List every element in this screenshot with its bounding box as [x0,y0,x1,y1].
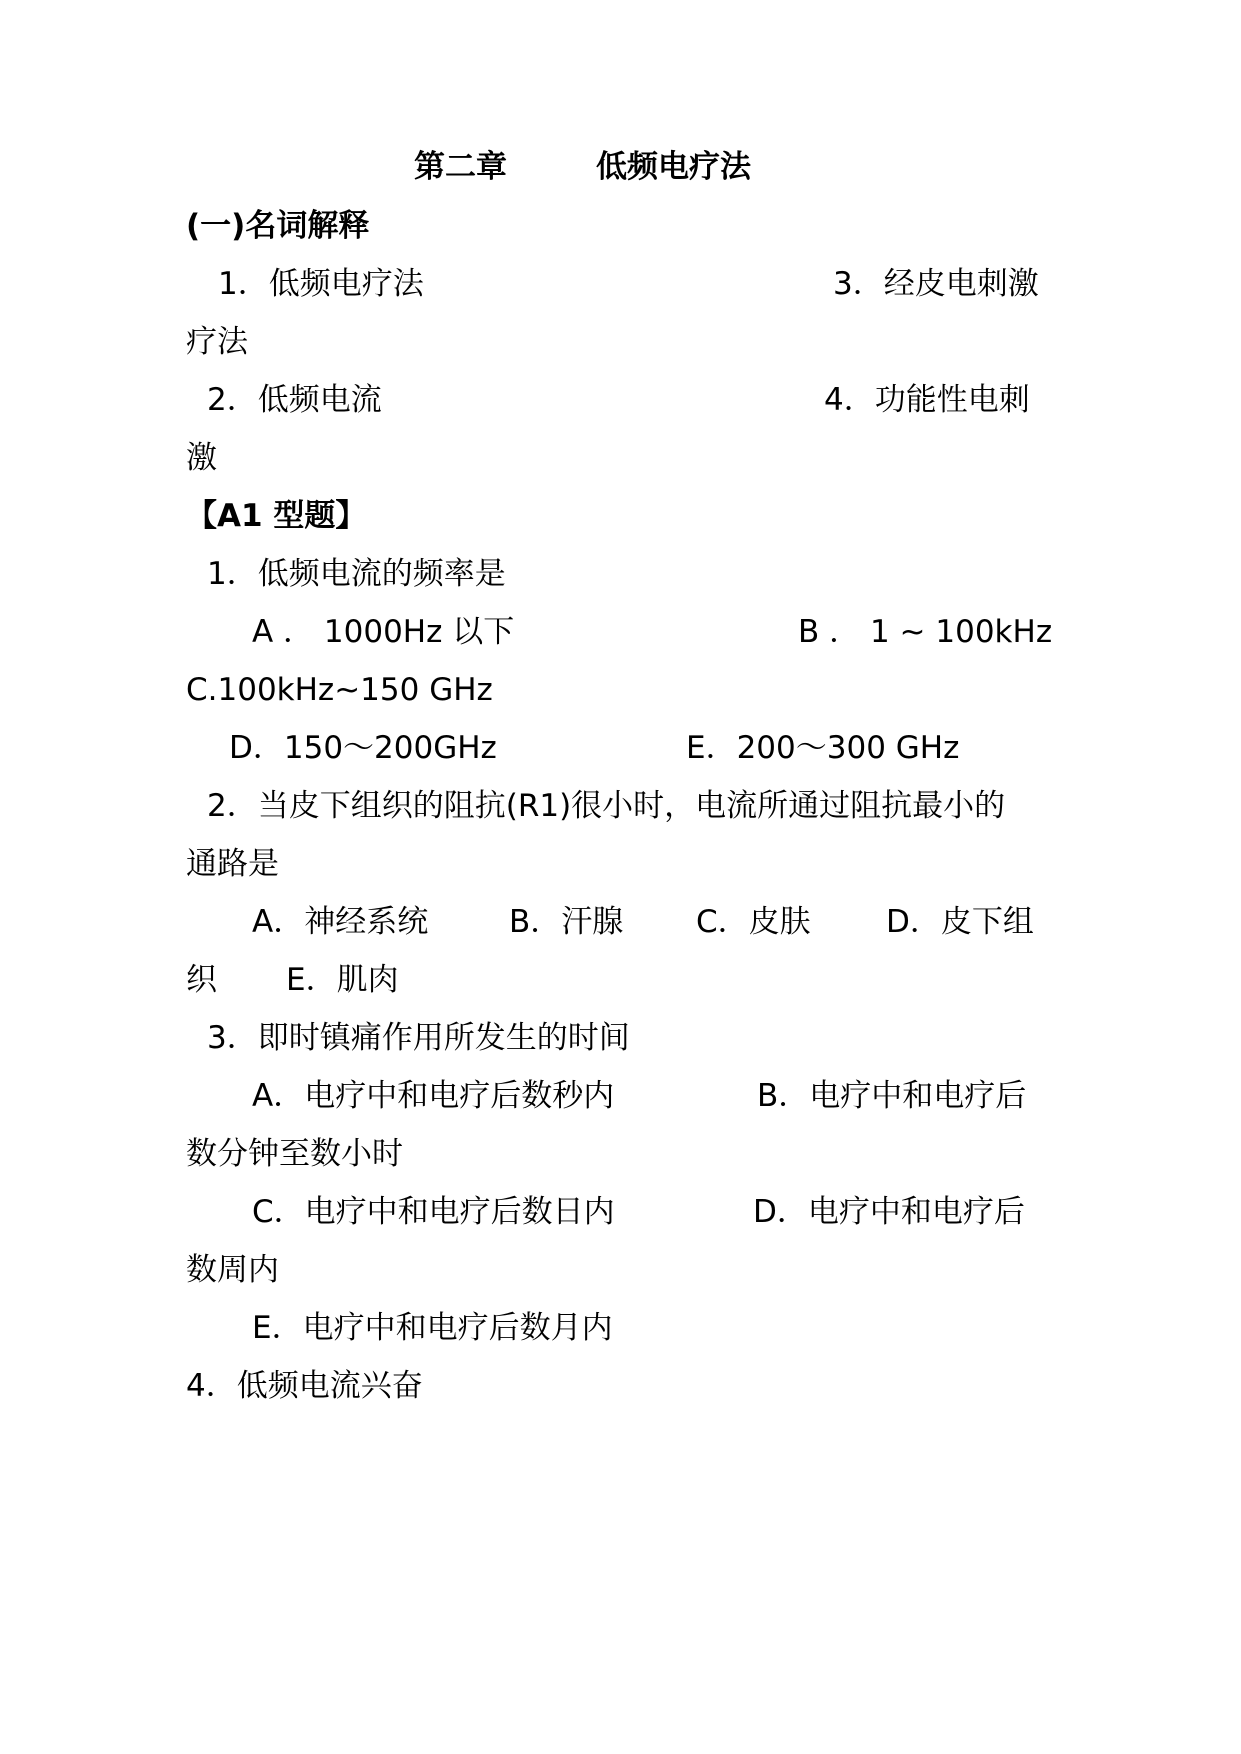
question-3-option-e: E．电疗中和电疗后数月内 [252,1310,613,1346]
question-2-option-d: D．皮下组 [886,904,1034,940]
term-1: 1．低频电疗法 [218,266,424,302]
question-3-option-a: A．电疗中和电疗后数秒内 [252,1078,615,1114]
question-2-option-a: A．神经系统 [252,904,429,940]
term-2: 2．低频电流 [207,382,382,418]
question-3-option-c: C．电疗中和电疗后数日内 [252,1194,615,1230]
term-3-continued: 疗法 [186,324,248,360]
question-3-stem: 3．即时镇痛作用所发生的时间 [207,1020,630,1056]
question-1-option-b: B ． 1 ~ 100kHz [798,614,1053,650]
section-heading-terms: (一)名词解释 [186,208,370,244]
section-heading-a1: 【A1 型题】 [186,498,367,534]
question-3-option-b: B．电疗中和电疗后 [757,1078,1027,1114]
question-4-stem: 4．低频电流兴奋 [186,1368,423,1404]
question-2-option-e: E．肌肉 [286,962,399,998]
term-4-continued: 激 [186,440,217,476]
question-1-option-c: C.100kHz~150 GHz [186,672,493,708]
question-1-option-e: E．200～300 GHz [686,730,960,766]
question-2-stem-continued: 通路是 [186,846,279,882]
question-2-option-d-continued: 织 [186,962,217,998]
question-3-option-b-continued: 数分钟至数小时 [186,1136,403,1172]
term-3: 3．经皮电刺激 [833,266,1039,302]
question-2-stem: 2．当皮下组织的阻抗(R1)很小时，电流所通过阻抗最小的 [207,788,1006,824]
chapter-title: 低频电疗法 [596,149,751,185]
question-1-option-a: A ． 1000Hz 以下 [252,614,515,650]
chapter-number: 第二章 [414,149,507,185]
term-4: 4．功能性电刺 [824,382,1030,418]
question-3-option-d: D．电疗中和电疗后 [753,1194,1025,1230]
question-1-option-d: D．150～200GHz [229,730,497,766]
question-3-option-d-continued: 数周内 [186,1252,279,1288]
question-2-option-c: C．皮肤 [696,904,811,940]
question-1-stem: 1．低频电流的频率是 [207,556,506,592]
question-2-option-b: B．汗腺 [509,904,624,940]
